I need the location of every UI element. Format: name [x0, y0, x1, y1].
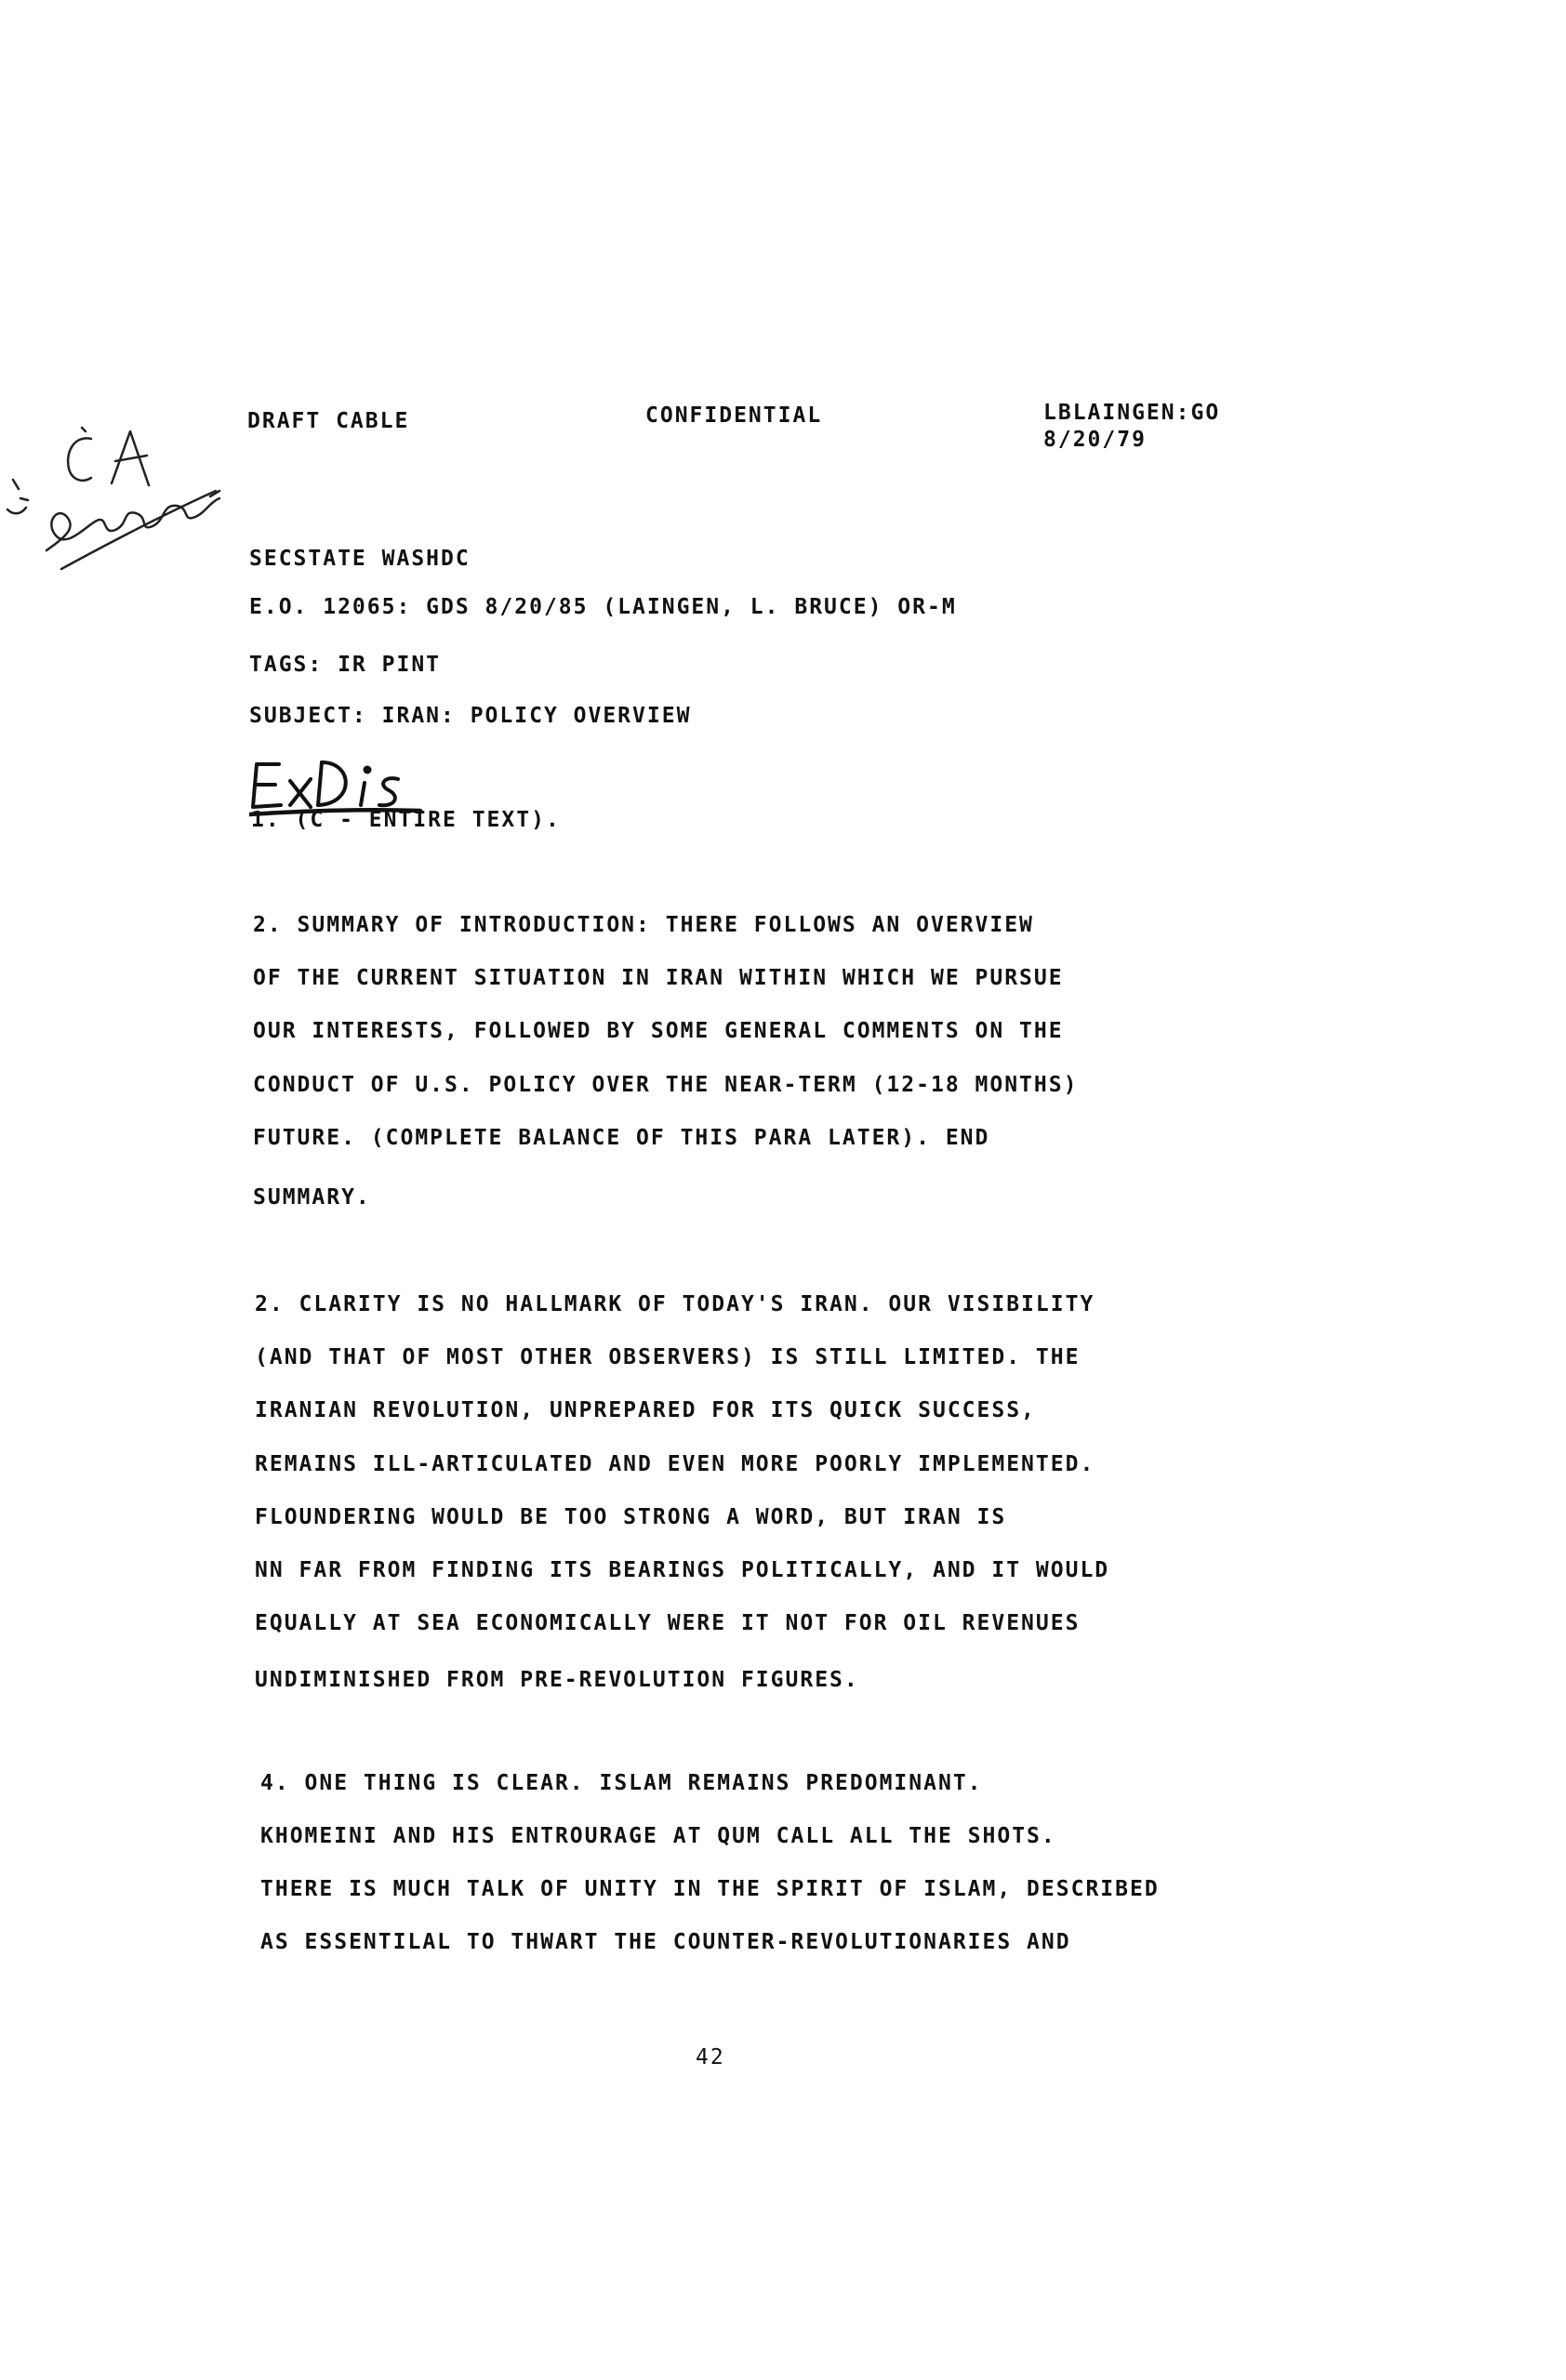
- para3-line: FLOUNDERING WOULD BE TOO STRONG A WORD, BUT IRAN IS: [255, 1505, 1007, 1529]
- tags-line: TAGS: IR PINT: [249, 653, 442, 677]
- margin-handwriting: [0, 400, 232, 623]
- para2-line: CONDUCT OF U.S. POLICY OVER THE NEAR-TERM (12-18 MONTHS): [253, 1073, 1079, 1097]
- para3-line: (AND THAT OF MOST OTHER OBSERVERS) IS STILL LIMITED. THE: [255, 1345, 1081, 1369]
- para2-line: OF THE CURRENT SITUATION IN IRAN WITHIN WHICH WE PURSUE: [253, 966, 1064, 990]
- para4-line: KHOMEINI AND HIS ENTROURAGE AT QUM CALL ALL THE SHOTS.: [260, 1824, 1056, 1848]
- addressee: SECSTATE WASHDC: [249, 547, 471, 571]
- para4-line: THERE IS MUCH TALK OF UNITY IN THE SPIRIT OF ISLAM, DESCRIBED: [260, 1877, 1160, 1901]
- page-number: 42: [696, 2045, 725, 2069]
- cable-type: DRAFT CABLE: [247, 409, 410, 433]
- paragraph-1: 1. (C - ENTIRE TEXT).: [251, 808, 561, 832]
- para3-line: IRANIAN REVOLUTION, UNPREPARED FOR ITS QUICK SUCCESS,: [255, 1398, 1036, 1422]
- para3-line: EQUALLY AT SEA ECONOMICALLY WERE IT NOT FOR OIL REVENUES: [255, 1611, 1081, 1635]
- para4-line: AS ESSENTILAL TO THWART THE COUNTER-REVOLUTIONARIES AND: [260, 1930, 1071, 1954]
- classification-marking: CONFIDENTIAL: [645, 403, 823, 428]
- subject-line: SUBJECT: IRAN: POLICY OVERVIEW: [249, 704, 692, 728]
- para2-line: SUMMARY.: [253, 1185, 371, 1210]
- para2-line: 2. SUMMARY OF INTRODUCTION: THERE FOLLOWS AN OVERVIEW: [253, 913, 1034, 937]
- para3-line: 2. CLARITY IS NO HALLMARK OF TODAY'S IRAN. OUR VISIBILITY: [255, 1292, 1095, 1316]
- eo-line: E.O. 12065: GDS 8/20/85 (LAINGEN, L. BRUCE) OR-M: [249, 595, 957, 619]
- para3-line: UNDIMINISHED FROM PRE-REVOLUTION FIGURES.: [255, 1668, 859, 1692]
- draft-date: 8/20/79: [1043, 428, 1147, 452]
- para3-line: REMAINS ILL-ARTICULATED AND EVEN MORE POORLY IMPLEMENTED.: [255, 1452, 1095, 1476]
- drafter-code: LBLAINGEN:GO: [1043, 401, 1221, 425]
- para4-line: 4. ONE THING IS CLEAR. ISLAM REMAINS PREDOMINANT.: [260, 1771, 983, 1795]
- para2-line: FUTURE. (COMPLETE BALANCE OF THIS PARA LATER). END: [253, 1126, 990, 1150]
- para2-line: OUR INTERESTS, FOLLOWED BY SOME GENERAL COMMENTS ON THE: [253, 1019, 1064, 1043]
- para3-line: NN FAR FROM FINDING ITS BEARINGS POLITICALLY, AND IT WOULD: [255, 1558, 1110, 1582]
